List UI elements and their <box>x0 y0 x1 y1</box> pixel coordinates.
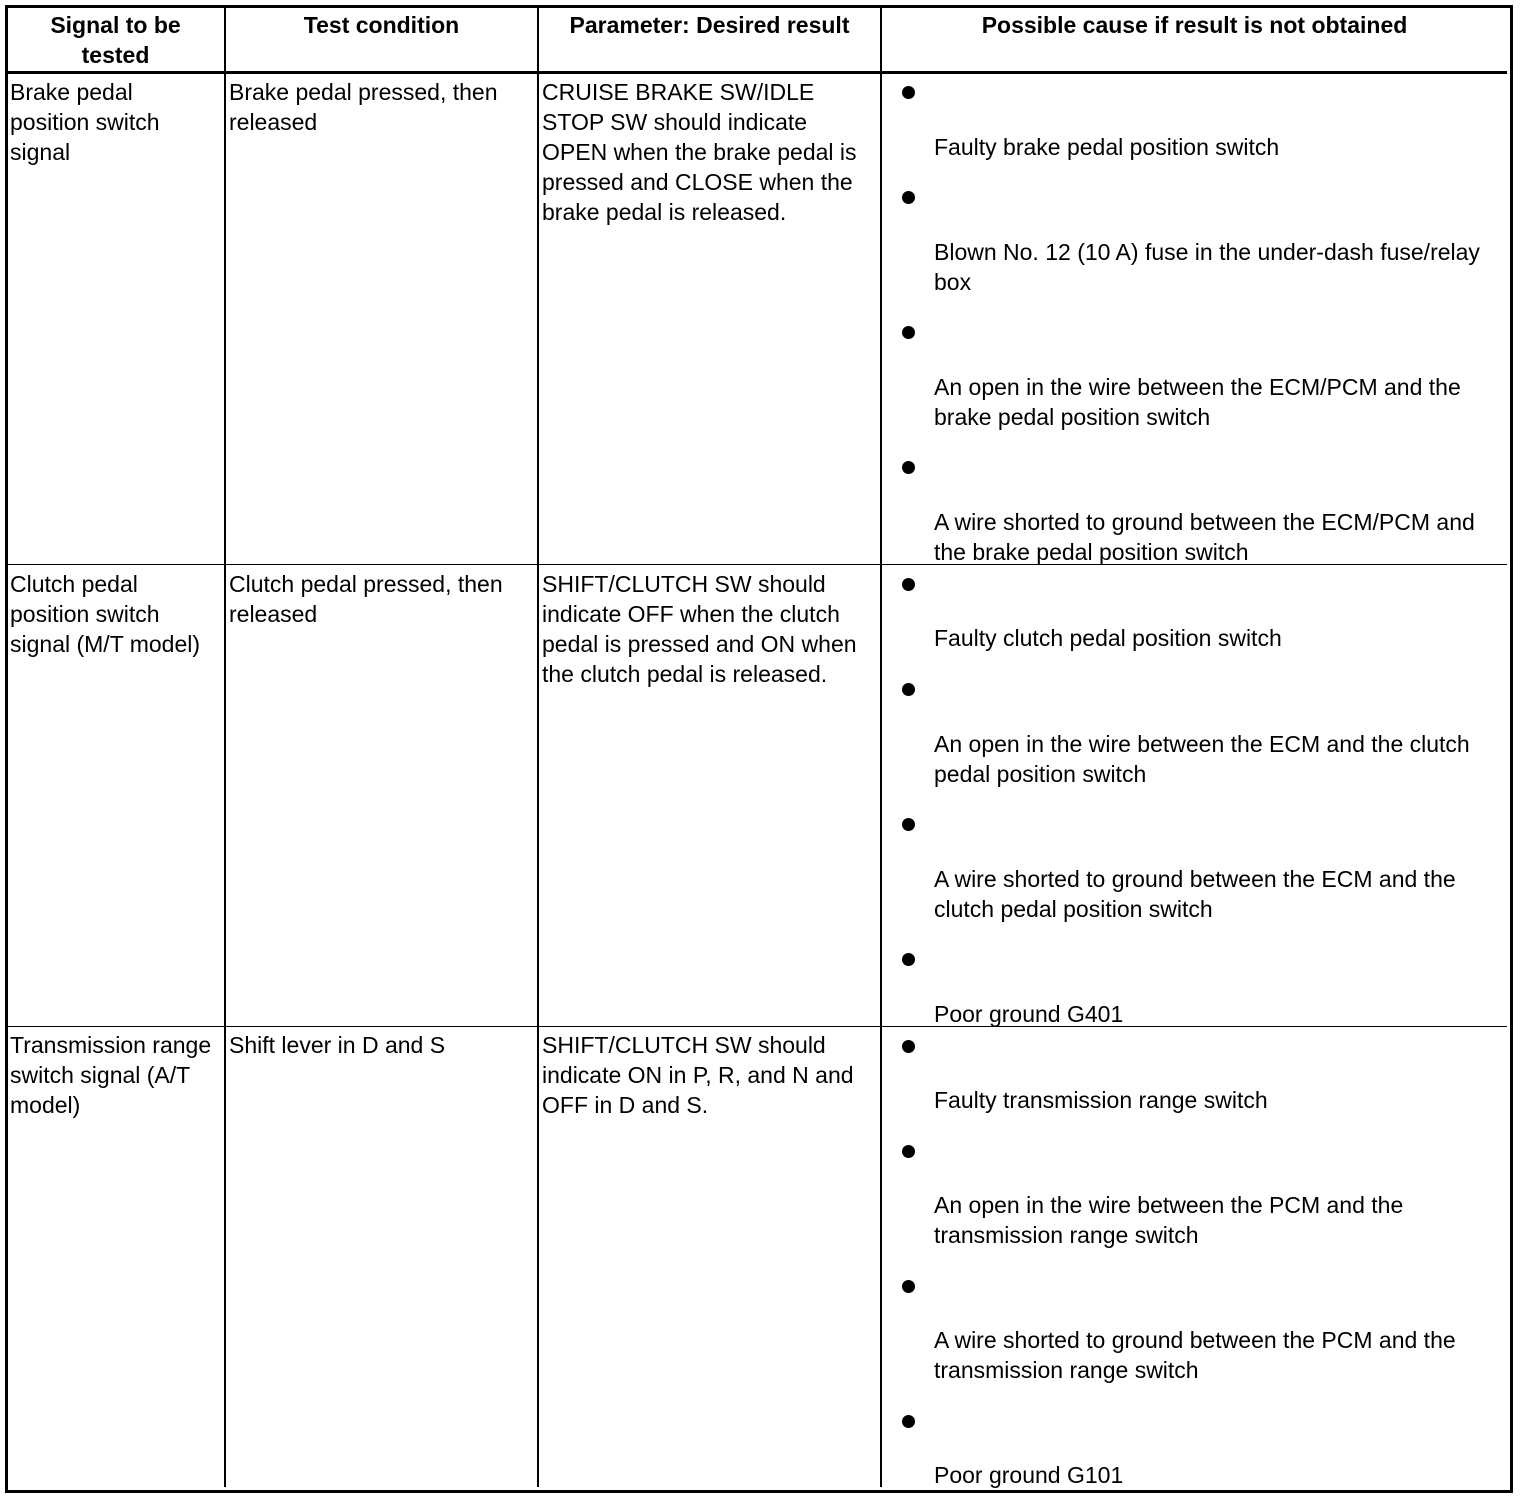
column-divider <box>880 8 882 1487</box>
row3-parameter: SHIFT/CLUTCH SW should indicate ON in P, R, and N and OFF in D and S. <box>542 1032 854 1118</box>
header-divider <box>8 71 1507 74</box>
bullet-icon <box>902 818 915 831</box>
header-possible-cause: Possible cause if result is not obtained <box>981 12 1408 38</box>
row3-cause-2: An open in the wire between the PCM and the transmission range switch <box>934 1192 1404 1248</box>
row1-cause-2: Blown No. 12 (10 A) fuse in the under-dash fuse/relay box <box>934 239 1480 295</box>
bullet-icon <box>902 1040 915 1053</box>
row2-parameter: SHIFT/CLUTCH SW should indicate OFF when the clutch pedal is pressed and ON when the clutch pedal is released. <box>542 571 857 687</box>
row3-condition: Shift lever in D and S <box>229 1032 446 1058</box>
bullet-icon <box>902 578 915 591</box>
row2-cause-2: An open in the wire between the ECM and the clutch pedal position switch <box>934 731 1470 787</box>
row1-signal: Brake pedal position switch signal <box>10 79 160 165</box>
header-test-condition: Test condition <box>303 12 460 38</box>
bullet-icon <box>902 1280 915 1293</box>
row1-condition: Brake pedal pressed, then released <box>229 79 498 135</box>
bullet-icon <box>902 86 915 99</box>
row2-condition: Clutch pedal pressed, then released <box>229 571 503 627</box>
header-parameter: Parameter: Desired result <box>569 12 850 38</box>
row3-cause-4: Poor ground G101 <box>934 1462 1124 1488</box>
row1-cause-1: Faulty brake pedal position switch <box>934 134 1280 160</box>
column-divider <box>224 8 226 1487</box>
row3-cause-3: A wire shorted to ground between the PCM and the transmission range switch <box>934 1327 1456 1383</box>
bullet-icon <box>902 1145 915 1158</box>
row2-cause-4: Poor ground G401 <box>934 1001 1124 1027</box>
bullet-icon <box>902 1415 915 1428</box>
bullet-icon <box>902 683 915 696</box>
row1-cause-3: An open in the wire between the ECM/PCM and the brake pedal position switch <box>934 374 1461 430</box>
bullet-icon <box>902 326 915 339</box>
row3-cause-1: Faulty transmission range switch <box>934 1087 1268 1113</box>
row1-parameter: CRUISE BRAKE SW/IDLE STOP SW should indicate OPEN when the brake pedal is pressed and CLOSE when the brake pedal is released. <box>542 79 857 225</box>
row3-signal: Transmission range switch signal (A/T model) <box>10 1032 212 1118</box>
bullet-icon <box>902 953 915 966</box>
row1-cause-4: A wire shorted to ground between the ECM/PCM and the brake pedal position switch <box>934 509 1475 565</box>
row2-cause-3: A wire shorted to ground between the ECM and the clutch pedal position switch <box>934 866 1456 922</box>
row2-cause-1: Faulty clutch pedal position switch <box>934 625 1282 651</box>
bullet-icon <box>902 461 915 474</box>
row2-signal: Clutch pedal position switch signal (M/T model) <box>10 571 201 657</box>
header-signal: Signal to be tested <box>50 12 181 68</box>
bullet-icon <box>902 191 915 204</box>
column-divider <box>537 8 539 1487</box>
